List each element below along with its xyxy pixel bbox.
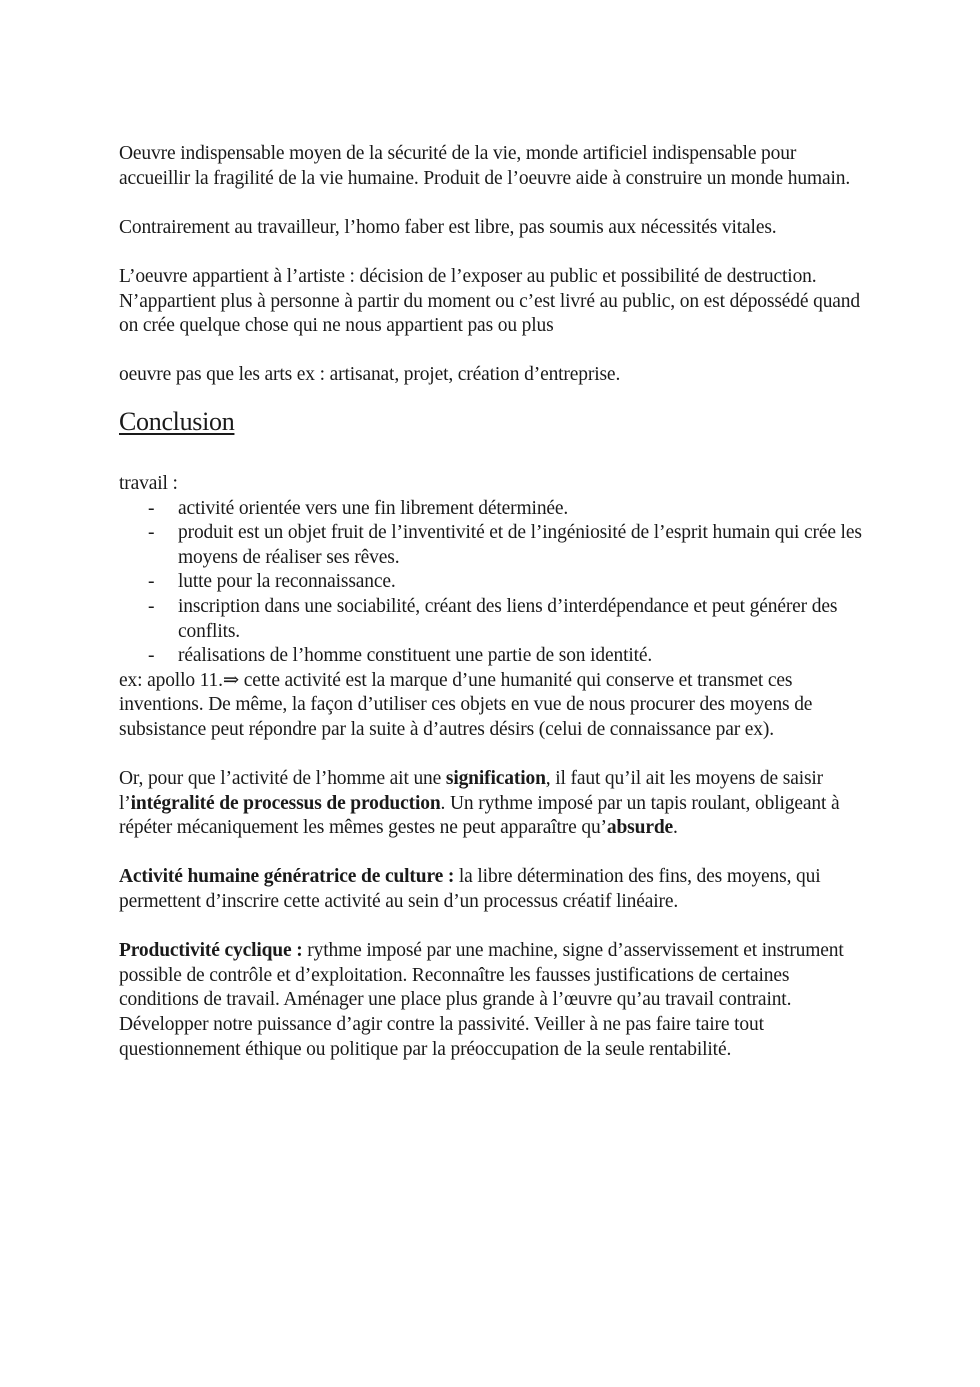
bold-term: intégralité de processus de production	[130, 792, 441, 814]
list-item: - lutte pour la reconnaissance.	[119, 570, 869, 595]
dash-bullet-icon: -	[148, 571, 155, 593]
bold-term: signification	[445, 768, 546, 790]
bold-term: Productivité cyclique :	[119, 940, 303, 962]
travail-bullet-list	[119, 497, 869, 669]
paragraph-oeuvre-securite: Oeuvre indispensable moyen de la sécurité de la vie, monde artificiel indispensable pour accueillir la fragilité de la vie humaine. Produit de l’oeuvre aide à construire un monde humain.	[119, 143, 851, 189]
section-heading-conclusion: Conclusion	[119, 406, 235, 436]
paragraph-oeuvre-arts: oeuvre pas que les arts ex : artisanat, projet, création d’entreprise.	[119, 364, 621, 386]
dash-bullet-icon: -	[148, 497, 155, 519]
list-intro: travail :	[119, 472, 178, 494]
document-page	[119, 142, 869, 1062]
paragraph-signification: Or, pour que l’activité de l’homme ait une signification, il faut qu’il ait les moyens de saisir l’intégralité de processus de production. Un rythme imposé par un tapis roulant, obligeant à répéter mécaniquement les mêmes gestes ne peut apparaître qu’absurde.	[119, 768, 840, 839]
list-item: - réalisations de l’homme constituent une partie de son identité.	[119, 644, 869, 669]
paragraph-oeuvre-artiste: L’oeuvre appartient à l’artiste : décision de l’exposer au public et possibilité de destruction. N’appartient plus à personne à partir du moment ou c’est livré au public, on est dépossédé quand on crée quelque chose qui ne nous appartient pas ou plus	[119, 265, 861, 337]
paragraph-example-apollo: ex: apollo 11.⇒ cette activité est la marque d’une humanité qui conserve et transmet ces inventions. De même, la façon d’utiliser ces objets en vue de nous procurer des moyens de subsistance peut répondre par la suite à d’autres désirs (celui de connaissance par ex).	[119, 669, 813, 740]
list-item: - activité orientée vers une fin librement déterminée.	[119, 497, 869, 522]
dash-bullet-icon: -	[148, 595, 155, 617]
paragraph-productivite-cyclique: Productivité cyclique : rythme imposé par une machine, signe d’asservissement et instrument possible de contrôle et d’exploitation. Reconnaître les fausses justifications de certaines conditions de travail. Aménager une place plus grande à l’œuvre qu’au travail contraint. Développer notre puissance d’agir contre la passivité. Veiller à ne pas faire taire tout questionnement éthique ou politique par la préoccupation de la seule rentabilité.	[119, 940, 844, 1060]
paragraph-homo-faber: Contrairement au travailleur, l’homo faber est libre, pas soumis aux nécessités vitales.	[119, 216, 777, 238]
list-item: - produit est un objet fruit de l’inventivité et de l’ingéniosité de l’esprit humain qui crée les moyens de réaliser ses rêves.	[148, 522, 862, 568]
bold-term: absurde	[606, 817, 674, 839]
list-item: - inscription dans une sociabilité, créant des liens d’interdépendance et peut générer des conflits.	[148, 595, 838, 642]
paragraph-activite-humaine: Activité humaine génératrice de culture : la libre détermination des fins, des moyens, qui permettent d’inscrire cette activité au sein d’un processus créatif linéaire.	[119, 866, 821, 913]
dash-bullet-icon: -	[148, 522, 155, 544]
bold-term: Activité humaine génératrice de culture :	[119, 866, 455, 888]
dash-bullet-icon: -	[148, 645, 155, 667]
